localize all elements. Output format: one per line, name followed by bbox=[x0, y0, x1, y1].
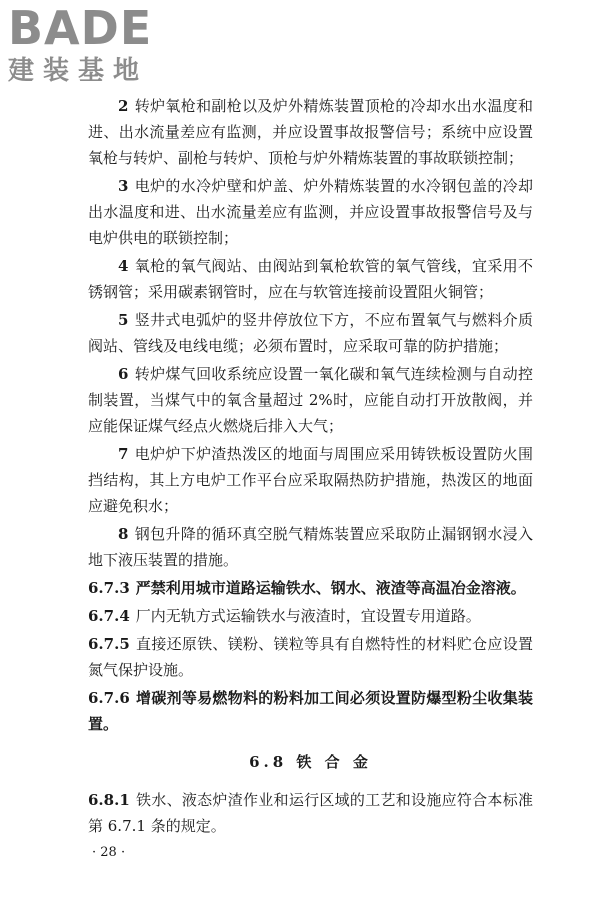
clause-number: 6.7.5 bbox=[88, 635, 130, 653]
clause-number: 6.7.4 bbox=[88, 607, 130, 625]
clause-6-7-3 bbox=[88, 575, 533, 601]
clause-text: 严禁利用城市道路运输铁水、钢水、液渣等高温冶金溶液。 bbox=[135, 579, 526, 597]
item-number: 8 bbox=[118, 525, 129, 543]
clause-6-7-6 bbox=[88, 685, 533, 737]
list-item bbox=[88, 173, 533, 251]
document-page bbox=[88, 93, 533, 860]
clause-text: 增碳剂等易燃物料的粉料加工间必须设置防爆型粉尘收集装置。 bbox=[88, 689, 533, 733]
list-item bbox=[88, 253, 533, 305]
item-text: 氧枪的氧气阀站、由阀站到氧枪软管的氧气管线，宜采用不锈钢管；采用碳素钢管时，应在与软管连接前设置阻火铜管； bbox=[88, 257, 533, 301]
clause-number: 6.7.3 bbox=[88, 579, 130, 597]
list-item bbox=[88, 441, 533, 519]
logo-subtitle: 建装基地 bbox=[8, 56, 149, 86]
clause-number: 6.8.1 bbox=[88, 791, 130, 809]
clause-6-8-1 bbox=[88, 787, 533, 839]
clause-text: 铁水、液态炉渣作业和运行区域的工艺和设施应符合本标准第 6.7.1 条的规定。 bbox=[88, 791, 533, 835]
item-number: 4 bbox=[118, 257, 129, 275]
logo bbox=[8, 1, 178, 86]
item-text: 竖井式电弧炉的竖井停放位下方，不应布置氧气与燃料介质阀站、管线及电线电缆；必须布置时，应采取可靠的防护措施； bbox=[88, 311, 533, 355]
clause-text: 直接还原铁、镁粉、镁粒等具有自燃特性的材料贮仓应设置氮气保护设施。 bbox=[88, 635, 533, 679]
item-text: 钢包升降的循环真空脱气精炼装置应采取防止漏钢钢水浸入地下液压装置的措施。 bbox=[88, 525, 533, 569]
item-list bbox=[88, 93, 533, 573]
clause-6-7-5 bbox=[88, 631, 533, 683]
item-text: 电炉的水冷炉壁和炉盖、炉外精炼装置的水冷钢包盖的冷却出水温度和进、出水流量差应有监测，并应设置事故报警信号及与电炉供电的联锁控制； bbox=[88, 177, 533, 247]
item-text: 电炉炉下炉渣热泼区的地面与周围应采用铸铁板设置防火围挡结构，其上方电炉工作平台应采取隔热防护措施，热泼区的地面应避免积水； bbox=[88, 445, 533, 515]
clause-6-7-4 bbox=[88, 603, 533, 629]
section-title: 6.8 铁 合 金 bbox=[249, 753, 372, 771]
item-number: 6 bbox=[118, 365, 129, 383]
page-number: · 28 · bbox=[92, 845, 126, 860]
item-text: 转炉煤气回收系统应设置一氧化碳和氧气连续检测与自动控制装置，当煤气中的氧含量超过 2%时，应能自动打开放散阀，并应能保证煤气经点火燃烧后排入大气； bbox=[88, 365, 533, 435]
item-number: 2 bbox=[118, 97, 129, 115]
item-number: 3 bbox=[118, 177, 129, 195]
clause-number: 6.7.6 bbox=[88, 689, 130, 707]
clause-text: 厂内无轨方式运输铁水与液渣时，宜设置专用道路。 bbox=[135, 607, 481, 625]
list-item bbox=[88, 93, 533, 171]
list-item bbox=[88, 521, 533, 573]
list-item bbox=[88, 361, 533, 439]
logo-brand: BADE bbox=[8, 1, 153, 55]
item-text: 转炉氧枪和副枪以及炉外精炼装置顶枪的冷却水出水温度和进、出水流量差应有监测，并应设置事故报警信号；系统中应设置氧枪与转炉、副枪与转炉、顶枪与炉外精炼装置的事故联锁控制； bbox=[88, 97, 533, 167]
item-number: 7 bbox=[118, 445, 129, 463]
list-item bbox=[88, 307, 533, 359]
item-number: 5 bbox=[118, 311, 129, 329]
